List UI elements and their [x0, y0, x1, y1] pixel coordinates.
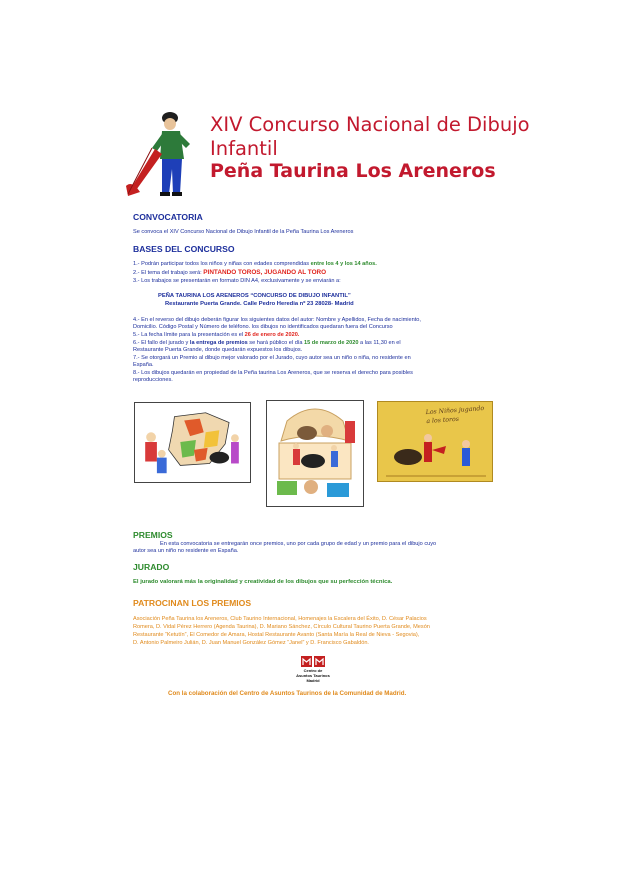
title-line-3: Peña Taurina Los Areneros — [210, 160, 496, 182]
bases-item-8-line-1: 8.- Los dibujos quedarán en propiedad de la Peña taurina Los Areneros, que se reserva el derecho para posibles — [133, 370, 413, 376]
bases-item-6-line-1 — [133, 340, 401, 347]
bases-item-7-line-2: España. — [133, 362, 154, 368]
premios-heading: PREMIOS — [133, 530, 173, 540]
bases-item-4-line-1: 4.- En el reverso del dibujo deberán figurar los siguientes datos del autor: Nombre y Apellidos, Fecha de nacimiento, — [133, 317, 421, 323]
drawing-bullring — [266, 400, 364, 507]
logo-emblem-icon — [301, 656, 325, 667]
footer-colaboracion: Con la colaboración del Centro de Asuntos Taurinos de la Comunidad de Madrid. — [168, 690, 407, 697]
convocatoria-heading: CONVOCATORIA — [133, 212, 203, 222]
bases-item-2 — [133, 269, 326, 277]
logo-line-1: Centro de — [303, 668, 323, 673]
patrocinan-heading: PATROCINAN LOS PREMIOS — [133, 598, 252, 608]
address-line-1: PEÑA TAURINA LOS ARENEROS “CONCURSO DE DIBUJO INFANTIL” — [158, 293, 351, 299]
bases-item-5-date: 26 de enero de 2020. — [244, 332, 300, 338]
patrocinan-line-1: Asociación Peña Taurina los Areneros, Club Taurino Internacional, Homenajes la Escalera del Éxito, D. César Palacios — [133, 616, 427, 622]
bases-item-6-line-2: Restaurante Puerta Grande, donde quedarán expuestos los dibujos. — [133, 347, 303, 353]
bases-item-6-bold: la entrega de premios — [189, 340, 248, 346]
convocatoria-text: Se convoca el XIV Concurso Nacional de Dibujo Infantil de la Peña Taurina Los Areneros — [133, 229, 354, 235]
bases-item-7-line-1: 7.- Se otorgará un Premio al dibujo mejor valorado por el Jurado, cuyo autor sea un niño o niña, no residente en — [133, 355, 411, 361]
bases-heading: BASES DEL CONCURSO — [133, 244, 235, 254]
logo-line-2: Asuntos Taurinos — [296, 673, 330, 678]
jurado-heading: JURADO — [133, 562, 170, 572]
patrocinan-line-4: D. Antonio Palmeiro Julián, D. Juan Manuel González Gómez “Janel” y D. Francisco Gabaldón. — [133, 640, 369, 646]
premios-line-2: autor sea un niño no residente en España. — [133, 548, 239, 554]
matador-illustration — [122, 104, 208, 200]
bases-item-6-pre: 6.- El fallo del jurado y — [133, 340, 190, 346]
patrocinan-line-3: Restaurante “Ketutín”, El Comedor de Amara, Hostal Restaurante Avanto (Santa María la Real de Nieva - Segovia), — [133, 632, 420, 638]
drawing-handwritten-caption: Los Niños jugando a los toros — [425, 405, 485, 426]
bases-item-8-line-2: reproducciones. — [133, 377, 173, 383]
bases-item-1-ages: entre los 4 y los 14 años. — [310, 261, 377, 267]
premios-line-1: En esta convocatoria se entregarán once premios, uno por cada grupo de edad y un premio para el dibujo cuyo — [160, 541, 437, 547]
logo-line-3: Madrid — [306, 678, 320, 683]
drawing-figures — [378, 402, 493, 482]
title-line-2: Infantil — [210, 137, 278, 160]
bases-item-6-date: 15 de marzo de 2020 — [304, 340, 359, 346]
bases-item-2-theme: PINTANDO TOROS, JUGANDO AL TORO — [203, 269, 327, 276]
bases-item-6-mid: se hará público el día — [247, 340, 305, 346]
jurado-text: El jurado valorará más la originalidad y creatividad de los dibujos que su perfección técnica. — [133, 579, 393, 585]
centro-asuntos-taurinos-logo — [288, 656, 338, 686]
bases-item-4-line-2: Domicilio. Código Postal y Número de teléfono. los dibujos no identificados quedaran fuera del Concurso — [133, 324, 393, 330]
bases-item-5-text: 5.- La fecha límite para la presentación es el — [133, 332, 245, 338]
drawing-map-spain — [134, 402, 251, 483]
patrocinan-line-2: Romera, D. Vidal Pérez Herrero (Agenda Taurina), D. Mariano Sánchez, Círculo Cultural Taurino Puerta Grande, Mesón — [133, 624, 430, 630]
bases-item-3: 3.- Los trabajos se presentarán en formato DIN A4, exclusivamente y se enviarán a: — [133, 278, 341, 284]
bases-item-6-post: a las 11,30 en el — [358, 340, 401, 346]
bases-item-2-text: 2.- El tema del trabajo será: — [133, 270, 204, 276]
address-line-2: Restaurante Puerta Grande. Calle Pedro Heredia nº 23 28028- Madrid — [165, 301, 354, 307]
bases-item-1 — [133, 261, 377, 268]
bases-item-1-text: 1.- Podrán participar todos los niños y niñas con edades comprendidas — [133, 261, 311, 267]
bases-item-5 — [133, 332, 299, 339]
drawing-children-playing — [377, 401, 493, 482]
title-line-1: XIV Concurso Nacional de Dibujo — [210, 113, 530, 136]
